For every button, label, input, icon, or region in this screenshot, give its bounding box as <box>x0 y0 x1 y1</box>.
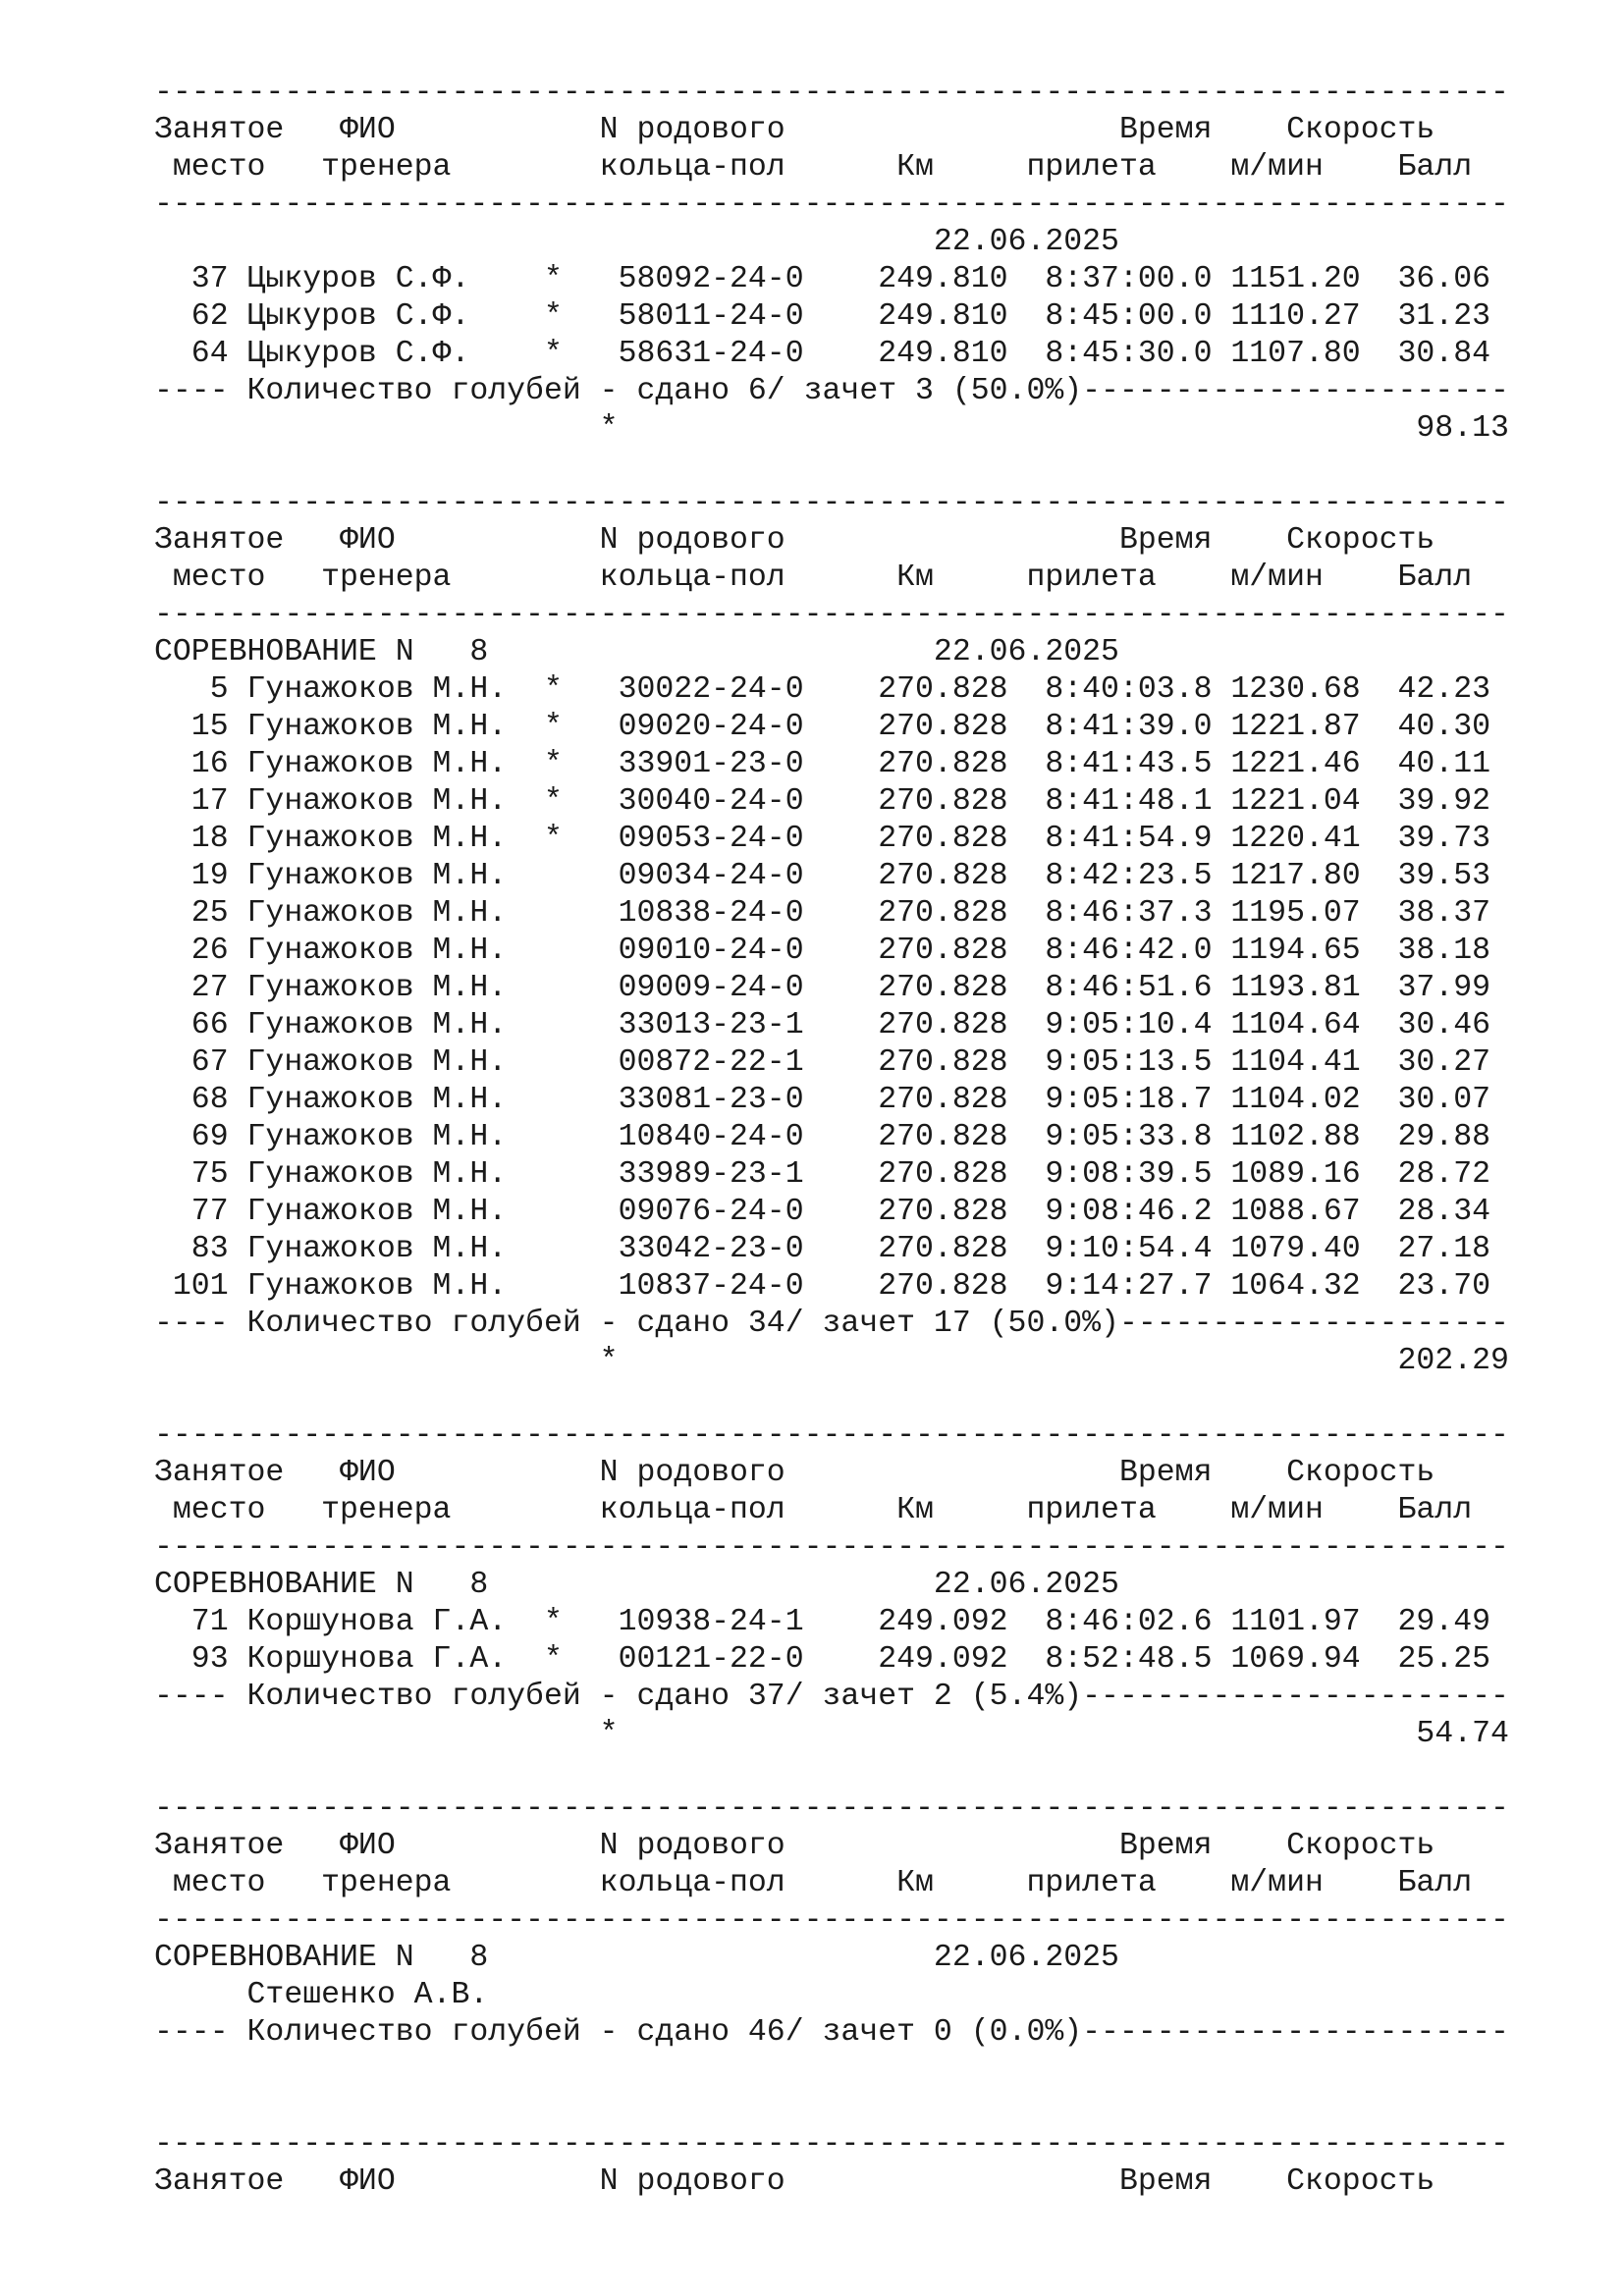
summary-line: ---- Количество голубей - сдано 34/ зачет 17 (50.0%)--------------------- <box>154 1307 1509 1341</box>
result-row: 5 Гунажоков М.Н. * 30022-24-0 270.828 8:40:03.8 1230.68 42.23 <box>154 672 1491 707</box>
result-row: 18 Гунажоков М.Н. * 09053-24-0 270.828 8:41:54.9 1220.41 39.73 <box>154 822 1491 856</box>
separator-line: ------------------------------------------------------------------------- <box>154 2127 1509 2162</box>
column-header-line1: Занятое ФИО N родового Время Скорость <box>154 523 1435 558</box>
result-row: 64 Цыкуров С.Ф. * 58631-24-0 249.810 8:45:30.0 1107.80 30.84 <box>154 337 1491 371</box>
spacer <box>154 1380 1509 1417</box>
result-row: 37 Цыкуров С.Ф. * 58092-24-0 249.810 8:37:00.0 1151.20 36.06 <box>154 262 1491 296</box>
result-row: 69 Гунажоков М.Н. 10840-24-0 270.828 9:05:33.8 1102.88 29.88 <box>154 1120 1491 1154</box>
separator-line: ------------------------------------------------------------------------- <box>154 187 1509 222</box>
spacer <box>154 448 1509 485</box>
result-row: 62 Цыкуров С.Ф. * 58011-24-0 249.810 8:45:00.0 1110.27 31.23 <box>154 299 1491 334</box>
column-header-line1: Занятое ФИО N родового Время Скорость <box>154 2164 1435 2199</box>
column-header-line1: Занятое ФИО N родового Время Скорость <box>154 1829 1435 1863</box>
total-line: * 54.74 <box>154 1717 1509 1751</box>
column-header-line2: место тренера кольца-пол Км прилета м/мин Балл <box>154 1866 1473 1900</box>
separator-line: ------------------------------------------------------------------------- <box>154 76 1509 110</box>
result-row: 68 Гунажоков М.Н. 33081-23-0 270.828 9:05:18.7 1104.02 30.07 <box>154 1083 1491 1117</box>
spacer <box>154 2052 1509 2089</box>
result-row: 71 Коршунова Г.А. * 10938-24-1 249.092 8:46:02.6 1101.97 29.49 <box>154 1605 1491 1639</box>
trainer-name-line: Стешенко А.В. <box>154 1978 489 2012</box>
result-row: 66 Гунажоков М.Н. 33013-23-1 270.828 9:05:10.4 1104.64 30.46 <box>154 1008 1491 1042</box>
competition-date-line: 22.06.2025 <box>154 225 1119 259</box>
total-line: * 202.29 <box>154 1344 1509 1378</box>
column-header-line1: Занятое ФИО N родового Время Скорость <box>154 113 1435 147</box>
total-line: * 98.13 <box>154 411 1509 446</box>
result-row: 75 Гунажоков М.Н. 33989-23-1 270.828 9:08:39.5 1089.16 28.72 <box>154 1157 1491 1192</box>
result-row: 83 Гунажоков М.Н. 33042-23-0 270.828 9:10:54.4 1079.40 27.18 <box>154 1232 1491 1266</box>
result-row: 26 Гунажоков М.Н. 09010-24-0 270.828 8:46:42.0 1194.65 38.18 <box>154 934 1491 968</box>
result-row: 67 Гунажоков М.Н. 00872-22-1 270.828 9:05:13.5 1104.41 30.27 <box>154 1045 1491 1080</box>
column-header-line2: место тренера кольца-пол Км прилета м/мин Балл <box>154 1493 1473 1527</box>
column-header-line2: место тренера кольца-пол Км прилета м/мин Балл <box>154 150 1473 185</box>
result-row: 77 Гунажоков М.Н. 09076-24-0 270.828 9:08:46.2 1088.67 28.34 <box>154 1195 1491 1229</box>
column-header-line1: Занятое ФИО N родового Время Скорость <box>154 1456 1435 1490</box>
spacer <box>154 2089 1509 2126</box>
result-row: 93 Коршунова Г.А. * 00121-22-0 249.092 8:52:48.5 1069.94 25.25 <box>154 1642 1491 1677</box>
result-row: 15 Гунажоков М.Н. * 09020-24-0 270.828 8:41:39.0 1221.87 40.30 <box>154 710 1491 744</box>
separator-line: ------------------------------------------------------------------------- <box>154 486 1509 520</box>
result-row: 16 Гунажоков М.Н. * 33901-23-0 270.828 8:41:43.5 1221.46 40.11 <box>154 747 1491 781</box>
column-header-line2: место тренера кольца-пол Км прилета м/мин Балл <box>154 561 1473 595</box>
spacer <box>154 1753 1509 1790</box>
separator-line: ------------------------------------------------------------------------- <box>154 1791 1509 1826</box>
result-row: 17 Гунажоков М.Н. * 30040-24-0 270.828 8:41:48.1 1221.04 39.92 <box>154 784 1491 819</box>
result-row: 27 Гунажоков М.Н. 09009-24-0 270.828 8:46:51.6 1193.81 37.99 <box>154 971 1491 1005</box>
results-report <box>154 75 1509 2201</box>
competition-date-line: СОРЕВНОВАНИЕ N 8 22.06.2025 <box>154 635 1119 669</box>
competition-date-line: СОРЕВНОВАНИЕ N 8 22.06.2025 <box>154 1568 1119 1602</box>
result-row: 19 Гунажоков М.Н. 09034-24-0 270.828 8:42:23.5 1217.80 39.53 <box>154 859 1491 893</box>
summary-line: ---- Количество голубей - сдано 6/ зачет 3 (50.0%)----------------------- <box>154 374 1509 408</box>
result-row: 101 Гунажоков М.Н. 10837-24-0 270.828 9:14:27.7 1064.32 23.70 <box>154 1269 1491 1304</box>
result-row: 25 Гунажоков М.Н. 10838-24-0 270.828 8:46:37.3 1195.07 38.37 <box>154 896 1491 931</box>
competition-date-line: СОРЕВНОВАНИЕ N 8 22.06.2025 <box>154 1941 1119 1975</box>
summary-line: ---- Количество голубей - сдано 37/ зачет 2 (5.4%)----------------------- <box>154 1680 1509 1714</box>
separator-line: ------------------------------------------------------------------------- <box>154 1418 1509 1453</box>
summary-line: ---- Количество голубей - сдано 46/ зачет 0 (0.0%)----------------------- <box>154 2015 1509 2050</box>
separator-line: ------------------------------------------------------------------------- <box>154 1530 1509 1565</box>
separator-line: ------------------------------------------------------------------------- <box>154 598 1509 632</box>
separator-line: ------------------------------------------------------------------------- <box>154 1903 1509 1938</box>
